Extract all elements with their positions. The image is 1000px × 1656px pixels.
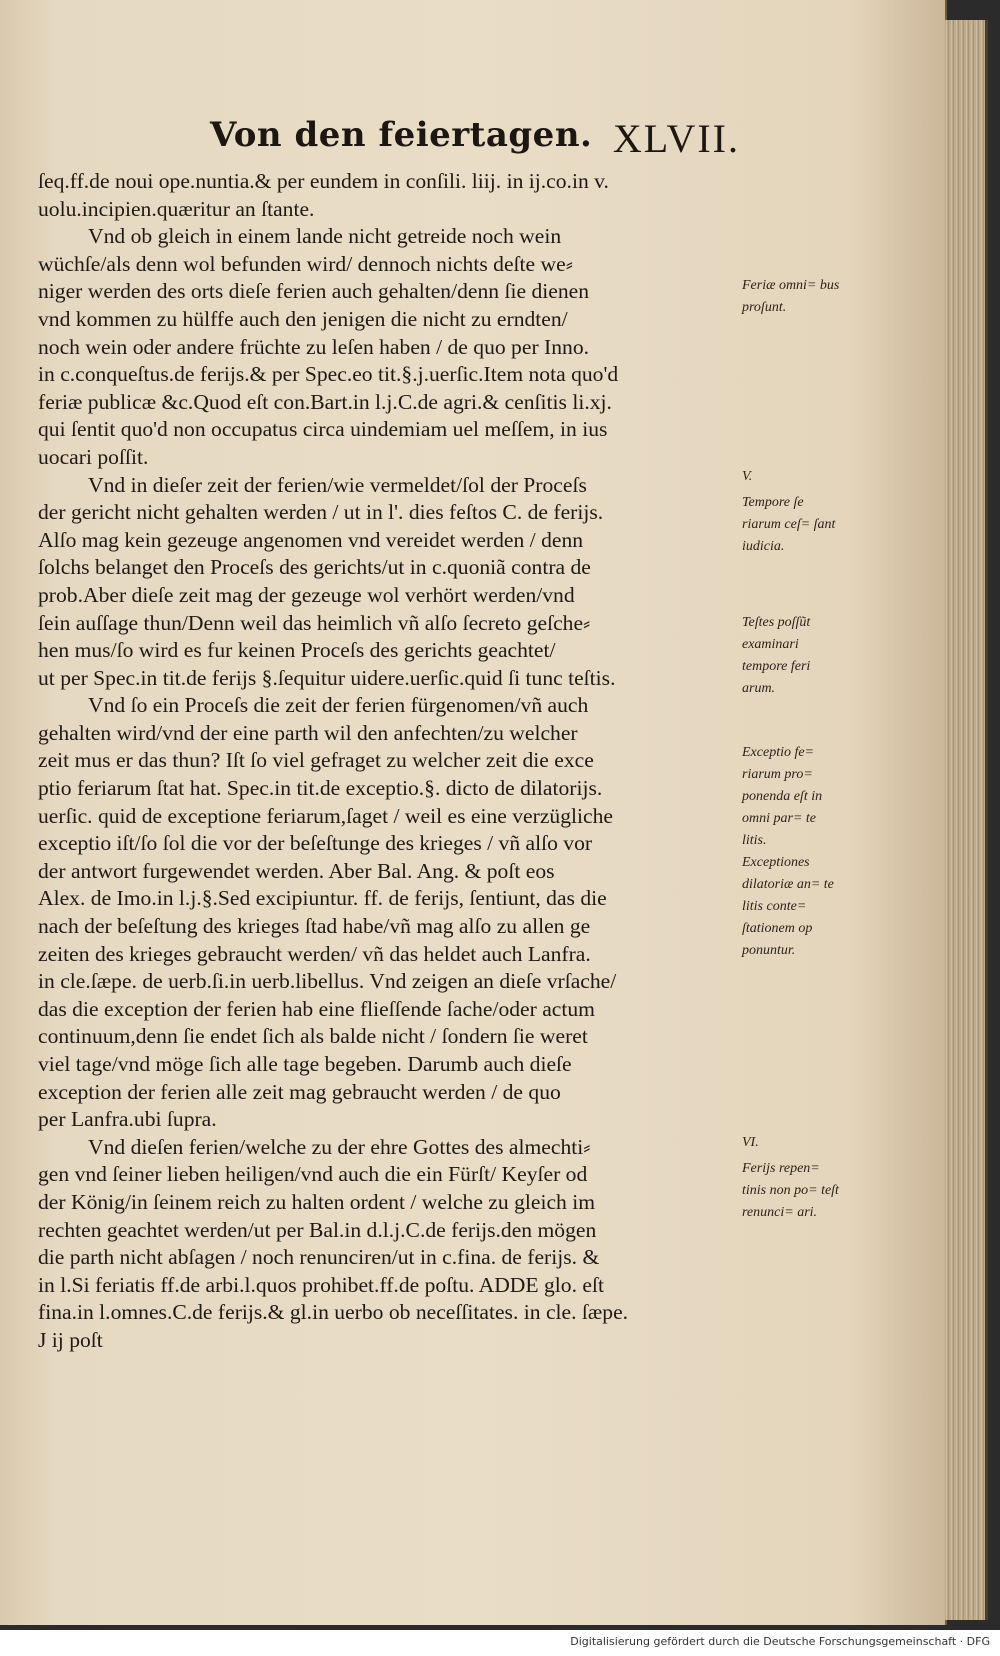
text-line: per Lanfra.ubi ſupra. <box>38 1107 217 1132</box>
margin-note: Ferijs repen= tinis non po= teſt renunci= ari. <box>742 1161 839 1220</box>
dfg-credit: Digitalisierung gefördert durch die Deutsche Forschungsgemeinschaft · DFG <box>570 1635 990 1648</box>
text-line: in c.conqueſtus.de ferijs.& per Spec.eo tit.§.j.uerſic.Item nota quo'd <box>38 362 619 387</box>
text-line: ſeq.ff.de noui ope.nuntia.& per eundem in conſili. liij. in ij.co.in v. <box>38 169 609 193</box>
text-line: uolu.incipien.quæritur an ſtante. <box>38 196 315 221</box>
text-line: ptio feriarum ſtat hat. Spec.in tit.de exceptio.§. dicto de dilatorijs. <box>38 776 603 801</box>
text-line: der gericht nicht gehalten werden / ut in l'. dies feſtos C. de ferijs. <box>38 500 604 525</box>
text-line: feriæ publicæ &c.Quod eſt con.Bart.in l.j.C.de agri.& cenſitis li.xj. <box>38 389 612 414</box>
text-line: das die exception der ferien hab eine flieſſende ſache/oder actum <box>38 996 595 1021</box>
text-line: ut per Spec.in tit.de ferijs §.ſequitur uidere.uerſic.quid ſi tunc teſtis. <box>38 665 616 690</box>
running-header <box>210 115 740 165</box>
text-line: zeit mus er das thun? Iſt ſo viel gefraget zu welcher zeit die exce <box>38 748 594 773</box>
text-line: niger werden des orts dieſe ferien auch gehalten/denn ſie dienen <box>38 279 590 304</box>
text-line: exception der ferien alle zeit mag gebraucht werden / de quo <box>38 1079 561 1104</box>
text-line: uocari poſſit. <box>38 444 149 469</box>
text-line: viel tage/vnd möge ſich alle tage begeben. Darumb auch dieſe <box>38 1052 572 1076</box>
text-line: uerſic. quid de exceptione feriarum,ſaget / weil es eine verzügliche <box>38 803 613 828</box>
text-line: in cle.ſæpe. de uerb.ſi.in uerb.libellus. Vnd zeigen an dieſe vrſache/ <box>38 969 617 994</box>
text-line: hen mus/ſo wird es fur keinen Proceſs des gerichts geachtet/ <box>38 638 556 663</box>
text-line: wüchſe/als denn wol befunden wird/ dennoch nichts deſte we⸗ <box>38 251 573 276</box>
text-line: Vnd ob gleich in einem lande nicht getreide noch wein <box>88 224 562 249</box>
footer-bar <box>0 1630 1000 1656</box>
text-line: Alex. de Imo.in l.j.§.Sed excipiuntur. ff. de ferijs, ſentiunt, das die <box>38 886 607 911</box>
text-line: exceptio iſt/ſo ſol die vor der beſeſtunge des krieges / vñ alſo vor <box>38 831 593 856</box>
margin-note: Feriæ omni= bus proſunt. <box>742 278 840 315</box>
text-line: Vnd in dieſer zeit der ferien/wie vermeldet/ſol der Proceſs <box>88 472 587 497</box>
text-line: der antwort furgewendet werden. Aber Bal. Ang. & poſt eos <box>38 858 555 883</box>
folio-number: XLVII. <box>612 116 740 161</box>
text-line: prob.Aber dieſe zeit mag der gezeuge wol verhört werden/vnd <box>38 582 575 607</box>
text-line: die parth nicht abſagen / noch renunciren/ut in c.fina. de ferijs. & <box>38 1245 600 1270</box>
text-line: ſolchs belanget den Proceſs des gerichts/ut in c.quoniã contra de <box>38 555 591 580</box>
text-line: vnd kommen zu hülffe auch den jenigen die nicht zu erndten/ <box>38 306 568 331</box>
main-text-block <box>38 168 703 1355</box>
text-line: J ij poſt <box>38 1327 103 1352</box>
text-line: Vnd ſo ein Proceſs die zeit der ferien fürgenomen/vñ auch <box>88 693 589 718</box>
text-line: continuum,denn ſie endet ſich als balde nicht / ſondern ſie weret <box>38 1024 588 1049</box>
text-line: gen vnd ſeiner lieben heiligen/vnd auch die ein Fürſt/ Keyſer od <box>38 1162 588 1187</box>
text-line: rechten geachtet werden/ut per Bal.in d.l.j.C.de ferijs.den mögen <box>38 1217 597 1242</box>
text-line: der König/in ſeinem reich zu halten ordent / welche zu gleich im <box>38 1189 596 1214</box>
margin-section-number: VI. <box>742 1135 759 1150</box>
margin-note: Tempore ſe riarum ceſ= ſant iudicia. <box>742 495 836 554</box>
text-line: Vnd dieſen ferien/welche zu der ehre Gottes des almechti⸗ <box>88 1134 591 1159</box>
text-line: zeiten des krieges gebraucht werden/ vñ das heldet auch Lanfra. <box>38 941 591 966</box>
text-line: ſein auſſage thun/Denn weil das heimlich vñ alſo ſecreto geſche⸗ <box>38 610 591 635</box>
margin-section-number: V. <box>742 469 753 484</box>
text-line: noch wein oder andere früchte zu leſen haben / de quo per Inno. <box>38 334 590 359</box>
text-line: gehalten wird/vnd der eine parth wil den anfechten/zu welcher <box>38 720 578 745</box>
page-title: Von den feiertagen. <box>210 115 593 155</box>
text-line: nach der beſeſtung des krieges ſtad habe/vñ mag alſo zu allen ge <box>38 914 591 939</box>
text-line: in l.Si feriatis ff.de arbi.l.quos prohibet.ff.de poſtu. ADDE glo. eſt <box>38 1272 604 1297</box>
page-edge <box>945 20 988 1620</box>
text-line: Alſo mag kein gezeuge angenomen vnd vereidet werden / denn <box>38 527 584 552</box>
margin-note: Teſtes poſſũt examinari tempore feri arum. <box>742 615 811 696</box>
text-line: qui ſentit quo'd non occupatus circa uindemiam uel meſſem, in ius <box>38 417 608 442</box>
margin-note: Exceptio fe= riarum pro= ponenda eſt in omni par= te litis. <box>742 745 823 848</box>
text-line: fina.in l.omnes.C.de ferijs.& gl.in uerbo ob neceſſitates. in cle. ſæpe. <box>38 1300 629 1325</box>
margin-note: Exceptiones dilatoriæ an= te litis conte= ſtationem op ponuntur. <box>742 855 834 958</box>
